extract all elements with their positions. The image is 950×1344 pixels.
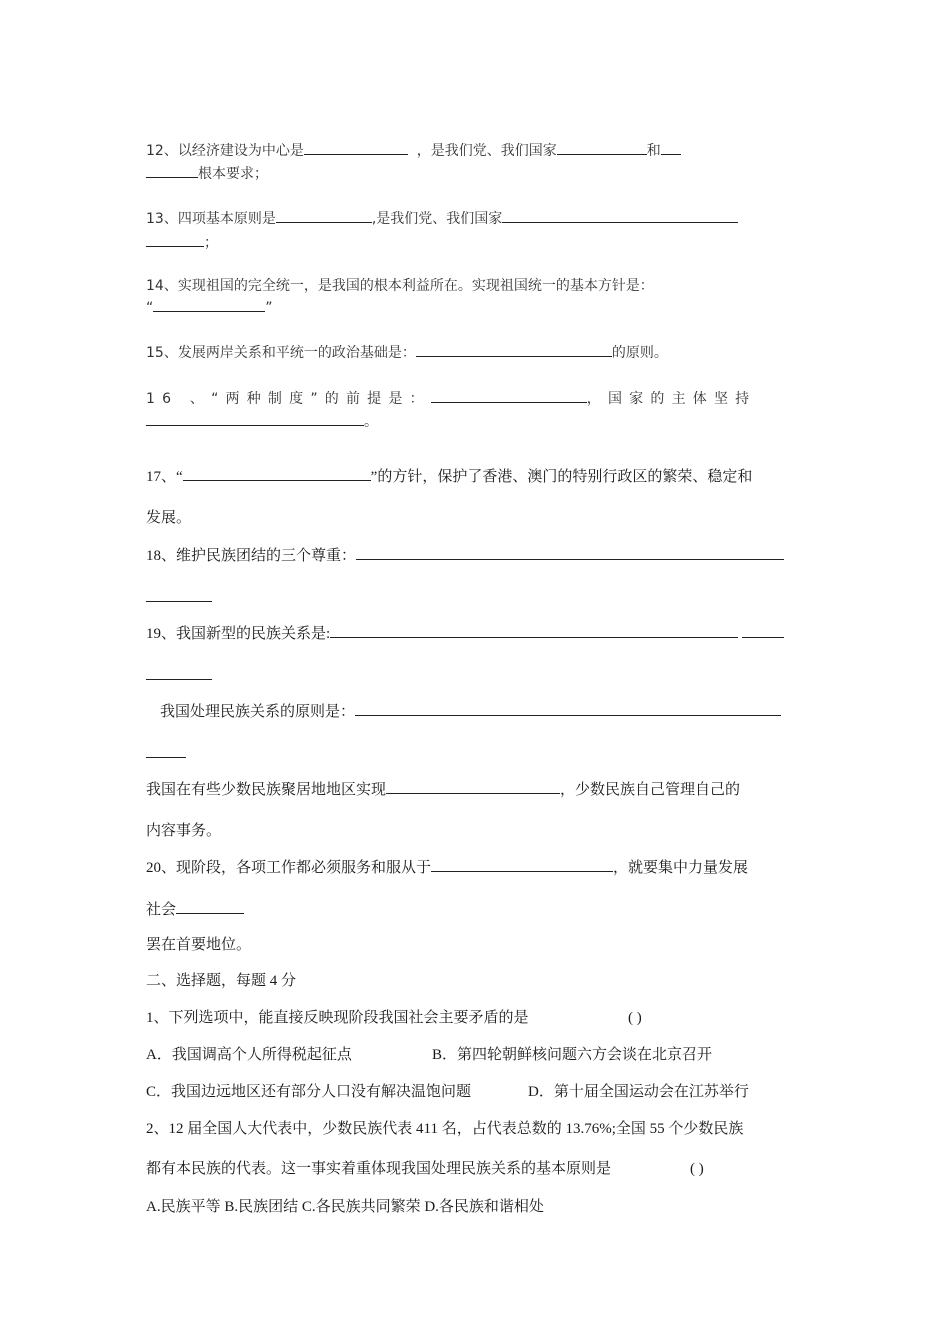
choice-question-1-stem (146, 1007, 529, 1029)
choice-question-2-text: 2、12 届全国人大代表中，少数民族代表 411 名，占代表总数的 13.76%;全国 55 个少数民族 (146, 1121, 744, 1137)
answer-blank[interactable] (416, 341, 612, 357)
question-19-text: 内容事务。 (146, 823, 222, 839)
question-19-text: ，少数民族自己管理自己的 (560, 782, 741, 798)
question-12-line-1 (146, 139, 681, 162)
question-19-line-5 (146, 778, 740, 801)
answer-blank[interactable] (146, 231, 204, 247)
question-15-text: 的原则。 (611, 345, 668, 361)
question-18-line-2 (146, 586, 212, 609)
answer-blank[interactable] (276, 207, 372, 223)
answer-blank[interactable] (304, 139, 408, 155)
answer-paren[interactable]: ( ) (690, 1161, 704, 1177)
question-16-text: 16 、“两种制度”的前提是： (146, 391, 431, 407)
answer-blank[interactable] (183, 465, 371, 481)
question-19-line-3 (160, 700, 781, 723)
answer-blank[interactable] (146, 410, 364, 426)
question-18-line-1 (146, 544, 784, 567)
question-16-text: 。 (364, 414, 378, 430)
question-17-text: 17、“ (146, 469, 183, 485)
answer-blank[interactable] (661, 139, 681, 155)
choice-question-2-options[interactable]: A.民族平等 B.民族团结 C.各民族共同繁荣 D.各民族和谐相处 (146, 1199, 544, 1215)
question-20-line-3 (146, 934, 251, 956)
question-12-line-2 (146, 162, 268, 185)
question-19-line-2 (146, 664, 212, 687)
question-14-line-1 (146, 275, 654, 297)
answer-blank[interactable] (146, 664, 212, 680)
close-quote: ” (265, 300, 273, 316)
choice-question-1-text: 1、下列选项中，能直接反映现阶段我国社会主要矛盾的是 (146, 1010, 529, 1026)
choice-question-2-stem-2 (146, 1158, 611, 1180)
choice-question-2-text: 都有本民族的代表。这一事实着重体现我国处理民族关系的基本原则是 (146, 1161, 612, 1177)
question-14-text: 14、实现祖国的完全统一，是我国的根本利益所在。实现祖国统一的基本方针是： (146, 278, 654, 294)
question-12-text: 和 (646, 143, 661, 159)
section-title (146, 970, 296, 992)
answer-blank[interactable] (356, 544, 784, 560)
answer-blank[interactable] (146, 162, 198, 178)
question-18-text: 18、维护民族团结的三个尊重： (146, 548, 357, 564)
answer-blank[interactable] (146, 586, 212, 602)
open-quote: “ (146, 300, 154, 316)
choice-question-2-stem-1 (146, 1118, 743, 1140)
answer-blank[interactable] (330, 622, 738, 638)
question-13-text: 13、四项基本原则是 (146, 211, 276, 227)
question-16-text: ，国家的主体坚持 (586, 391, 757, 407)
answer-blank[interactable] (153, 296, 265, 312)
answer-blank[interactable] (742, 622, 784, 638)
answer-blank[interactable] (355, 700, 781, 716)
section-title-text: 二、选择题，每题 4 分 (146, 973, 297, 989)
answer-blank[interactable] (431, 387, 587, 403)
question-15-line (146, 341, 668, 364)
choice-option-a[interactable]: A．我国调高个人所得税起征点 (146, 1047, 352, 1063)
question-19-text: 我国处理民族关系的原则是： (160, 704, 356, 720)
choice-option-c[interactable]: C．我国边远地区还有部分人口没有解决温饱问题 (146, 1084, 472, 1100)
question-20-line-2 (146, 898, 244, 921)
question-19-text: 19、我国新型的民族关系是: (146, 626, 331, 642)
question-19-line-4 (146, 742, 186, 765)
question-17-text: 发展。 (146, 510, 192, 526)
question-17-line-2 (146, 507, 191, 529)
question-20-text: ，就要集中力量发展 (613, 860, 749, 876)
question-20-text: 社会 (146, 902, 177, 918)
question-20-text: 20、现阶段，各项工作都必须服务和服从于 (146, 860, 432, 876)
answer-blank[interactable] (557, 139, 647, 155)
question-13-text: ； (204, 235, 218, 251)
question-12-text: 12、以经济建设为中心是 (146, 143, 304, 159)
question-20-line-1 (146, 856, 748, 879)
answer-blank[interactable] (502, 207, 738, 223)
answer-paren[interactable]: ( ) (628, 1010, 642, 1026)
answer-blank[interactable] (431, 856, 613, 872)
answer-blank[interactable] (386, 778, 560, 794)
question-12-text: ，是我们党、我们国家 (416, 143, 557, 159)
question-13-text: ,是我们党、我们国家 (371, 211, 503, 227)
answer-blank[interactable] (176, 898, 244, 914)
question-16-line-2 (146, 410, 378, 433)
question-19-text: 我国在有些少数民族聚居地地区实现 (146, 782, 387, 798)
question-17-text: ”的方针，保护了香港、澳门的特别行政区的繁荣、稳定和 (370, 469, 753, 485)
answer-blank[interactable] (146, 742, 186, 758)
question-16-line-1 (146, 387, 756, 410)
question-17-line-1 (146, 465, 752, 488)
question-19-line-1 (146, 622, 784, 645)
question-15-text: 15、发展两岸关系和平统一的政治基础是： (146, 345, 416, 361)
question-13-line-2 (146, 231, 218, 254)
choice-option-d[interactable]: D．第十届全国运动会在江苏举行 (528, 1084, 749, 1100)
choice-option-b[interactable]: B．第四轮朝鲜核问题六方会谈在北京召开 (432, 1047, 713, 1063)
question-20-text: 罢在首要地位。 (146, 937, 252, 953)
question-13-line-1 (146, 207, 738, 230)
question-14-line-2 (146, 296, 273, 319)
question-12-text: 根本要求； (198, 166, 268, 182)
question-19-line-6 (146, 820, 221, 842)
